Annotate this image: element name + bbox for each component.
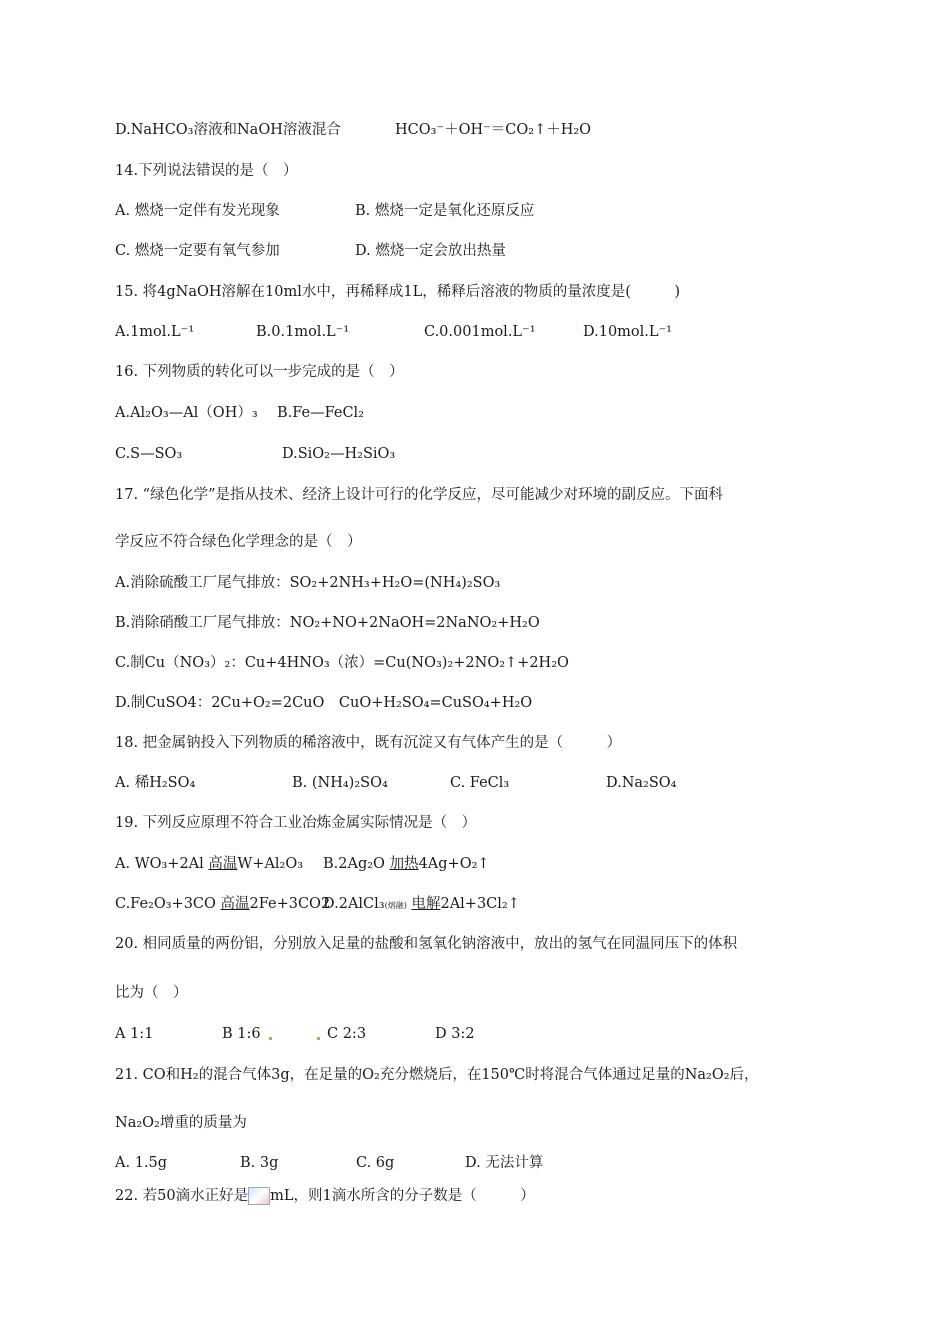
broken-image-icon — [248, 1187, 270, 1205]
q18-option-d: D.Na₂SO₄ — [606, 775, 677, 791]
question-21-cont: Na₂O₂增重的质量为 — [115, 1115, 247, 1131]
q18-option-a: A. 稀H₂SO₄ — [115, 775, 196, 791]
question-19-row1 — [115, 854, 490, 874]
q19b-products: 4Ag+O₂↑ — [418, 856, 490, 872]
q20-option-d: D 3:2 — [435, 1026, 475, 1042]
q20-option-a: A 1:1 — [115, 1026, 154, 1042]
q15-option-b: B.0.1mol.L⁻¹ — [256, 324, 350, 340]
q18-option-c: C. FeCl₃ — [450, 775, 510, 791]
stray-dot — [317, 1037, 320, 1040]
question-19-row2 — [115, 894, 520, 914]
q19d-reactants: D.2AlCl₃ — [323, 896, 385, 912]
question-20: 20. 相同质量的两份铝，分别放入足量的盐酸和氢氧化钠溶液中，放出的氢气在同温同压下的体积 — [115, 936, 738, 952]
question-20-options — [115, 1024, 475, 1044]
q19-option-c — [115, 896, 330, 912]
q15-option-a: A.1mol.L⁻¹ — [115, 324, 195, 340]
q21-option-b: B. 3g — [240, 1155, 279, 1171]
question-19: 19. 下列反应原理不符合工业冶炼金属实际情况是（ ） — [115, 815, 477, 831]
q21-option-a: A. 1.5g — [115, 1155, 168, 1171]
question-18-options — [115, 773, 677, 793]
q19b-condition: 加热 — [389, 856, 419, 872]
question-17: 17. “绿色化学”是指从技术、经济上设计可行的化学反应，尽可能减少对环境的副反应。下面科 — [115, 487, 723, 503]
question-14: 14.下列说法错误的是（ ） — [115, 163, 298, 179]
q13d-equation: HCO₃⁻＋OH⁻＝CO₂↑＋H₂O — [395, 122, 592, 138]
question-18: 18. 把金属钠投入下列物质的稀溶液中，既有沉淀又有气体产生的是（ ） — [115, 735, 622, 751]
q17-option-a: A.消除硫酸工厂尾气排放：SO₂+2NH₃+H₂O=(NH₄)₂SO₃ — [115, 575, 501, 591]
question-14-row1 — [115, 201, 535, 221]
stray-dot — [269, 1037, 272, 1040]
question-17-cont: 学反应不符合绿色化学理念的是（ ） — [115, 534, 362, 550]
question-15: 15. 将4gNaOH溶解在10ml水中，再稀释成1L，稀释后溶液的物质的量浓度是( ) — [115, 284, 681, 300]
question-15-options — [115, 322, 672, 342]
q16-option-b: B.Fe—FeCl₂ — [277, 405, 365, 421]
question-16: 16. 下列物质的转化可以一步完成的是（ ） — [115, 364, 404, 380]
q19d-state: (熔融) — [384, 901, 407, 910]
question-16-row2 — [115, 444, 396, 464]
question-21-options — [115, 1153, 544, 1173]
q19a-condition: 高温 — [208, 856, 238, 872]
q19-option-b — [323, 854, 490, 874]
q19-option-d — [323, 894, 520, 916]
q19d-condition: 电解 — [411, 896, 441, 912]
q16-option-a: A.Al₂O₃—Al（OH）₃ — [115, 405, 258, 421]
q15-option-d: D.10mol.L⁻¹ — [583, 324, 672, 340]
question-13-option-d — [115, 120, 592, 140]
question-20-cont: 比为（ ） — [115, 985, 188, 1001]
q22-text-post: mL，则1滴水所含的分子数是（ ） — [270, 1188, 535, 1204]
q17-option-c: C.制Cu（NO₃）₂：Cu+4HNO₃（浓）=Cu(NO₃)₂+2NO₂↑+2H₂O — [115, 655, 569, 671]
q16-option-d: D.SiO₂—H₂SiO₃ — [282, 446, 396, 462]
q13d-text: D.NaHCO₃溶液和NaOH溶液混合 — [115, 122, 341, 138]
q19-option-a — [115, 856, 303, 872]
q20-option-b: B 1:6 — [222, 1026, 261, 1042]
question-21: 21. CO和H₂的混合气体3g，在足量的O₂充分燃烧后，在150℃时将混合气体通过足量的Na₂O₂后， — [115, 1067, 759, 1083]
q21-option-c: C. 6g — [356, 1155, 395, 1171]
question-14-row2 — [115, 241, 506, 261]
q19d-products: 2Al+3Cl₂↑ — [440, 896, 520, 912]
q21-option-d: D. 无法计算 — [465, 1155, 544, 1171]
q16-option-c: C.S—SO₃ — [115, 446, 183, 462]
q19b-reactants: B.2Ag₂O — [323, 856, 385, 872]
q19a-reactants: A. WO₃+2Al — [115, 856, 204, 872]
q14-option-d: D. 燃烧一定会放出热量 — [355, 243, 506, 259]
q20-option-c: C 2:3 — [327, 1026, 367, 1042]
q17-option-d: D.制CuSO4：2Cu+O₂=2CuO CuO+H₂SO₄=CuSO₄+H₂O — [115, 695, 533, 711]
q18-option-b: B. (NH₄)₂SO₄ — [292, 775, 388, 791]
q22-text-pre: 22. 若50滴水正好是 — [115, 1188, 249, 1204]
q19c-products: 2Fe+3CO2 — [249, 896, 331, 912]
q15-option-c: C.0.001mol.L⁻¹ — [424, 324, 536, 340]
q19a-products: W+Al₂O₃ — [237, 856, 304, 872]
q19c-condition: 高温 — [220, 896, 250, 912]
q17-option-b: B.消除硝酸工厂尾气排放：NO₂+NO+2NaOH=2NaNO₂+H₂O — [115, 615, 540, 631]
question-16-row1 — [115, 403, 365, 423]
q14-option-b: B. 燃烧一定是氧化还原反应 — [355, 203, 535, 219]
q14-option-a: A. 燃烧一定伴有发光现象 — [115, 203, 280, 219]
question-22 — [115, 1186, 535, 1206]
q14-option-c: C. 燃烧一定要有氧气参加 — [115, 243, 280, 259]
q19c-reactants: C.Fe₂O₃+3CO — [115, 896, 216, 912]
